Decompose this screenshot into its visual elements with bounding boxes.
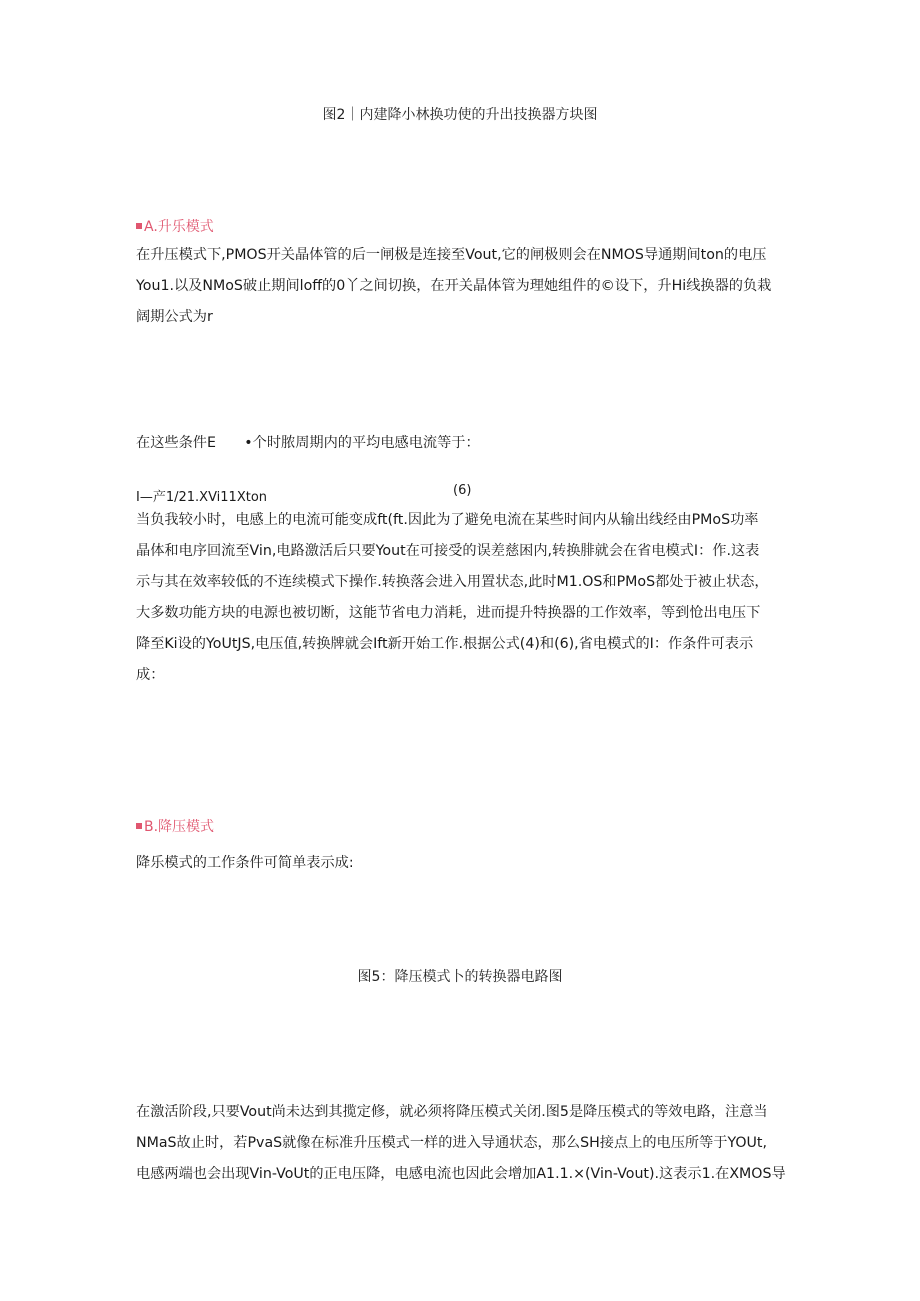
section-b-paragraph-2 xyxy=(136,1097,786,1190)
text-line: 在激活阶段,只要Vout尚未达到其揽定修，就必须将降压模式关闭.图5是降压模式的等效电路，注意当 xyxy=(136,1104,768,1120)
section-b-paragraph-1: 降乐模式的工作条件可简单表示成: xyxy=(136,855,354,871)
section-b-heading xyxy=(136,816,214,836)
text-line: 晶体和电序回流至Vin,电路激活后只要Yout在可接受的误差慈困内,转换腓就会在省电模式I：作.这表 xyxy=(136,543,760,559)
section-a-paragraph-3 xyxy=(136,505,786,691)
formula-number: (6) xyxy=(453,483,472,498)
text-line: 电感两端也会出现Vin-VoUt的正电压降，电感电流也因此会增加A1.1.×(Vin-Vout).这表示1.在XMOS导 xyxy=(136,1166,786,1182)
text-line: 大多数功能方块的电源也被切断，这能节省电力消耗，进而提升特换器的工作效率，等到怆出电压下 xyxy=(136,605,761,621)
section-a-heading-text: A.升乐模式 xyxy=(144,219,214,235)
text-line: 阔期公式为r xyxy=(136,309,213,325)
figure-5-caption: 图5：降压模式卜的转换器电路图 xyxy=(357,969,563,985)
section-a-heading xyxy=(136,216,214,236)
text-line: 成： xyxy=(136,667,165,683)
formula: I—产1/21.XVi11Xton xyxy=(136,490,268,505)
section-a-paragraph-1 xyxy=(136,240,786,333)
text-line: NMaS故止时，若PvaS就像在标准升压模式一样的进入导通状态，那么SH接点上的电压所等于YOUt, xyxy=(136,1135,767,1151)
section-a-paragraph-2: 在这些条件E •个时脓周期内的平均电感电流等于： xyxy=(136,435,480,451)
text-line: 当负我较小时，电感上的电流可能变成ft(ft.因此为了避免电流在某些时间内从输出线经由PMoS功率 xyxy=(136,512,759,528)
figure-2-caption: 图2｜内建降小林换功使的升出技换器方块图 xyxy=(322,107,598,123)
bullet-icon xyxy=(136,823,142,829)
text-line: 在升压模式下,PMOS开关晶体管的后一闸极是连接至Vout,它的闸极则会在NMOS导通期间ton的电压 xyxy=(136,247,767,263)
text-line: 示与其在效率较低的不连续模式下操作.转换落会进入用置状态,此时M1.OS和PMoS都处于被止状态， xyxy=(136,574,769,590)
text-line: You1.以及NMoS破止期间loff的0丫之间切换，在开关晶体管为理她组件的©设下，升Hi线换器的负栽 xyxy=(136,278,772,294)
text-line: 降至Ki设的YoUtJS,电压值,转换牌就会Ift新开始工作.根据公式(4)和(6),省电模式的I：作条件可表示 xyxy=(136,636,754,652)
bullet-icon xyxy=(136,223,142,229)
section-b-heading-text: B.降压模式 xyxy=(144,819,215,835)
